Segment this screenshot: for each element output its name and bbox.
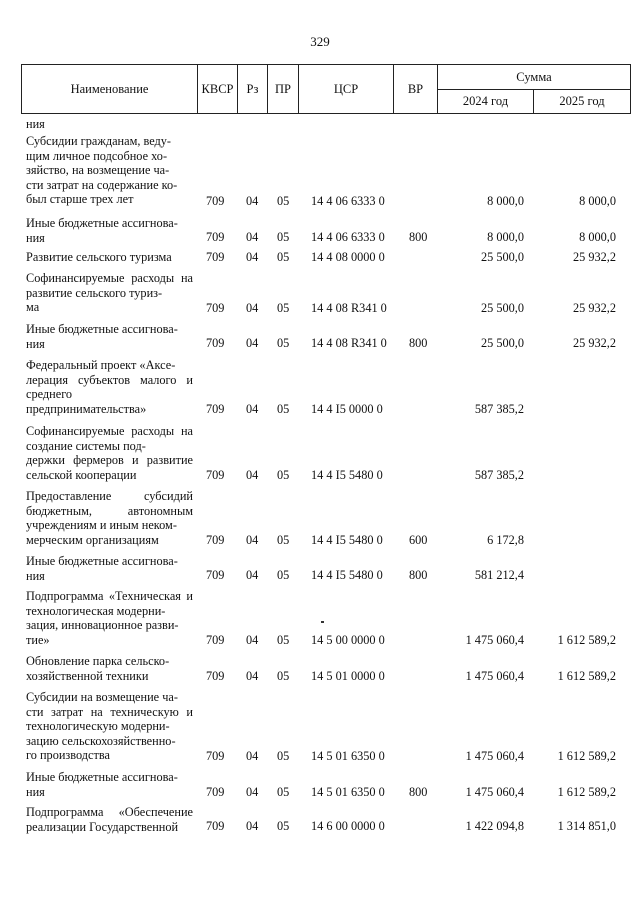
- row-rz: 04: [246, 533, 259, 547]
- header-sum: Сумма: [438, 65, 630, 90]
- row-sum-2025: 1 612 589,2: [557, 749, 616, 763]
- row-kvsr: 709: [206, 819, 225, 833]
- row-pr: 05: [277, 250, 290, 264]
- row-name: Субсидии на возмещение ча- сти затрат на техническую и технологическую модерни- зацию сельскохозяйственно- го производства: [26, 690, 193, 762]
- row-pr: 05: [277, 785, 290, 799]
- row-kvsr: 709: [206, 402, 225, 416]
- row-sum-2024: 25 500,0: [480, 336, 524, 350]
- row-pr: 05: [277, 633, 290, 647]
- row-kvsr: 709: [206, 301, 225, 315]
- row-sum-2025: 25 932,2: [572, 301, 616, 315]
- row-sum-2024: 8 000,0: [487, 230, 524, 244]
- row-rz: 04: [246, 194, 259, 208]
- row-pr: 05: [277, 749, 290, 763]
- row-kvsr: 709: [206, 633, 225, 647]
- row-pr: 05: [277, 230, 290, 244]
- row-sum-2025: 1 612 589,2: [557, 669, 616, 683]
- row-name: Предоставление субсидий бюджетным, автономным учреждениям и иным неком- мерческим организациям: [26, 489, 193, 547]
- row-sum-2024: 8 000,0: [487, 194, 524, 208]
- row-vr: 800: [409, 230, 428, 244]
- row-csr: 14 4 I5 5480 0: [311, 468, 383, 482]
- row-sum-2025: 1 314 851,0: [557, 819, 616, 833]
- row-csr: 14 5 01 0000 0: [311, 669, 385, 683]
- header-csr: ЦСР: [299, 65, 394, 113]
- row-rz: 04: [246, 819, 259, 833]
- row-sum-2025: 25 932,2: [572, 250, 616, 264]
- row-rz: 04: [246, 568, 259, 582]
- row-csr: 14 4 06 6333 0: [311, 194, 385, 208]
- row-name: Развитие сельского туризма: [26, 250, 172, 264]
- row-name: Софинансируемые расходы на создание системы под- держки фермеров и развитие сельской кооперации: [26, 424, 193, 482]
- row-kvsr: 709: [206, 749, 225, 763]
- row-sum-2024: 1 475 060,4: [465, 633, 524, 647]
- row-csr: 14 5 01 6350 0: [311, 749, 385, 763]
- row-pr: 05: [277, 568, 290, 582]
- row-csr: 14 4 I5 0000 0: [311, 402, 383, 416]
- row-kvsr: 709: [206, 230, 225, 244]
- row-pr: 05: [277, 669, 290, 683]
- row-sum-2024: 587 385,2: [474, 468, 524, 482]
- row-sum-2024: 1 475 060,4: [465, 749, 524, 763]
- row-csr: 14 5 01 6350 0: [311, 785, 385, 799]
- row-csr: 14 4 08 R341 0: [311, 301, 387, 315]
- row-sum-2024: 6 172,8: [487, 533, 524, 547]
- row-rz: 04: [246, 468, 259, 482]
- row-rz: 04: [246, 669, 259, 683]
- stray-mark: [321, 621, 324, 623]
- row-rz: 04: [246, 785, 259, 799]
- row-rz: 04: [246, 250, 259, 264]
- header-pr: ПР: [268, 65, 299, 113]
- row-sum-2024: 1 422 094,8: [465, 819, 524, 833]
- row-pr: 05: [277, 336, 290, 350]
- row-csr: 14 4 I5 5480 0: [311, 568, 383, 582]
- row-kvsr: 709: [206, 785, 225, 799]
- row-sum-2025: 8 000,0: [579, 194, 616, 208]
- row-sum-2025: 8 000,0: [579, 230, 616, 244]
- row-sum-2024: 1 475 060,4: [465, 785, 524, 799]
- row-sum-2024: 581 212,4: [474, 568, 524, 582]
- row-rz: 04: [246, 230, 259, 244]
- header-year-2024: 2024 год: [438, 89, 534, 113]
- row-name: Подпрограмма «Техническая и технологическая модерни- зация, инновационное разви- тие»: [26, 589, 193, 647]
- row-name: Иные бюджетные ассигнова- ния: [26, 770, 178, 799]
- row-sum-2024: 1 475 060,4: [465, 669, 524, 683]
- row-pr: 05: [277, 533, 290, 547]
- continuation-text: ния: [26, 117, 45, 131]
- row-sum-2025: 25 932,2: [572, 336, 616, 350]
- row-rz: 04: [246, 749, 259, 763]
- row-kvsr: 709: [206, 533, 225, 547]
- row-vr: 800: [409, 336, 428, 350]
- row-csr: 14 4 I5 5480 0: [311, 533, 383, 547]
- row-kvsr: 709: [206, 468, 225, 482]
- row-csr: 14 5 00 0000 0: [311, 633, 385, 647]
- row-csr: 14 6 00 0000 0: [311, 819, 385, 833]
- header-rz: Рз: [238, 65, 268, 113]
- header-vr: ВР: [394, 65, 438, 113]
- row-kvsr: 709: [206, 669, 225, 683]
- header-year-2025: 2025 год: [559, 93, 605, 108]
- row-name: Софинансируемые расходы на развитие сельского туриз- ма: [26, 271, 193, 314]
- row-name: Иные бюджетные ассигнова- ния: [26, 554, 178, 583]
- page-number: 329: [310, 34, 330, 49]
- row-name: Иные бюджетные ассигнова- ния: [26, 216, 178, 245]
- row-pr: 05: [277, 819, 290, 833]
- row-kvsr: 709: [206, 194, 225, 208]
- row-rz: 04: [246, 402, 259, 416]
- row-kvsr: 709: [206, 250, 225, 264]
- row-name: Обновление парка сельско- хозяйственной техники: [26, 654, 170, 683]
- row-pr: 05: [277, 301, 290, 315]
- row-csr: 14 4 06 6333 0: [311, 230, 385, 244]
- row-kvsr: 709: [206, 568, 225, 582]
- row-vr: 600: [409, 533, 428, 547]
- row-name: Подпрограмма «Обеспечение реализации Государственной: [26, 805, 193, 834]
- row-rz: 04: [246, 301, 259, 315]
- row-sum-2025: 1 612 589,2: [557, 785, 616, 799]
- row-sum-2024: 587 385,2: [474, 402, 524, 416]
- row-vr: 800: [409, 568, 428, 582]
- row-pr: 05: [277, 194, 290, 208]
- row-kvsr: 709: [206, 336, 225, 350]
- row-name: Субсидии гражданам, веду- щим личное подсобное хо- зяйство, на возмещение ча- сти затрат на содержание ко- был старше трех лет: [26, 134, 178, 206]
- row-name: Федеральный проект «Аксе- лерация субъектов малого и среднего предпринимательства»: [26, 358, 193, 416]
- row-csr: 14 4 08 0000 0: [311, 250, 385, 264]
- row-rz: 04: [246, 633, 259, 647]
- row-sum-2024: 25 500,0: [480, 301, 524, 315]
- row-sum-2024: 25 500,0: [480, 250, 524, 264]
- header-kvsr: КВСР: [198, 65, 238, 113]
- row-pr: 05: [277, 468, 290, 482]
- row-pr: 05: [277, 402, 290, 416]
- row-name: Иные бюджетные ассигнова- ния: [26, 322, 178, 351]
- row-vr: 800: [409, 785, 428, 799]
- row-rz: 04: [246, 336, 259, 350]
- row-sum-2025: 1 612 589,2: [557, 633, 616, 647]
- header-name: Наименование: [22, 65, 198, 113]
- row-csr: 14 4 08 R341 0: [311, 336, 387, 350]
